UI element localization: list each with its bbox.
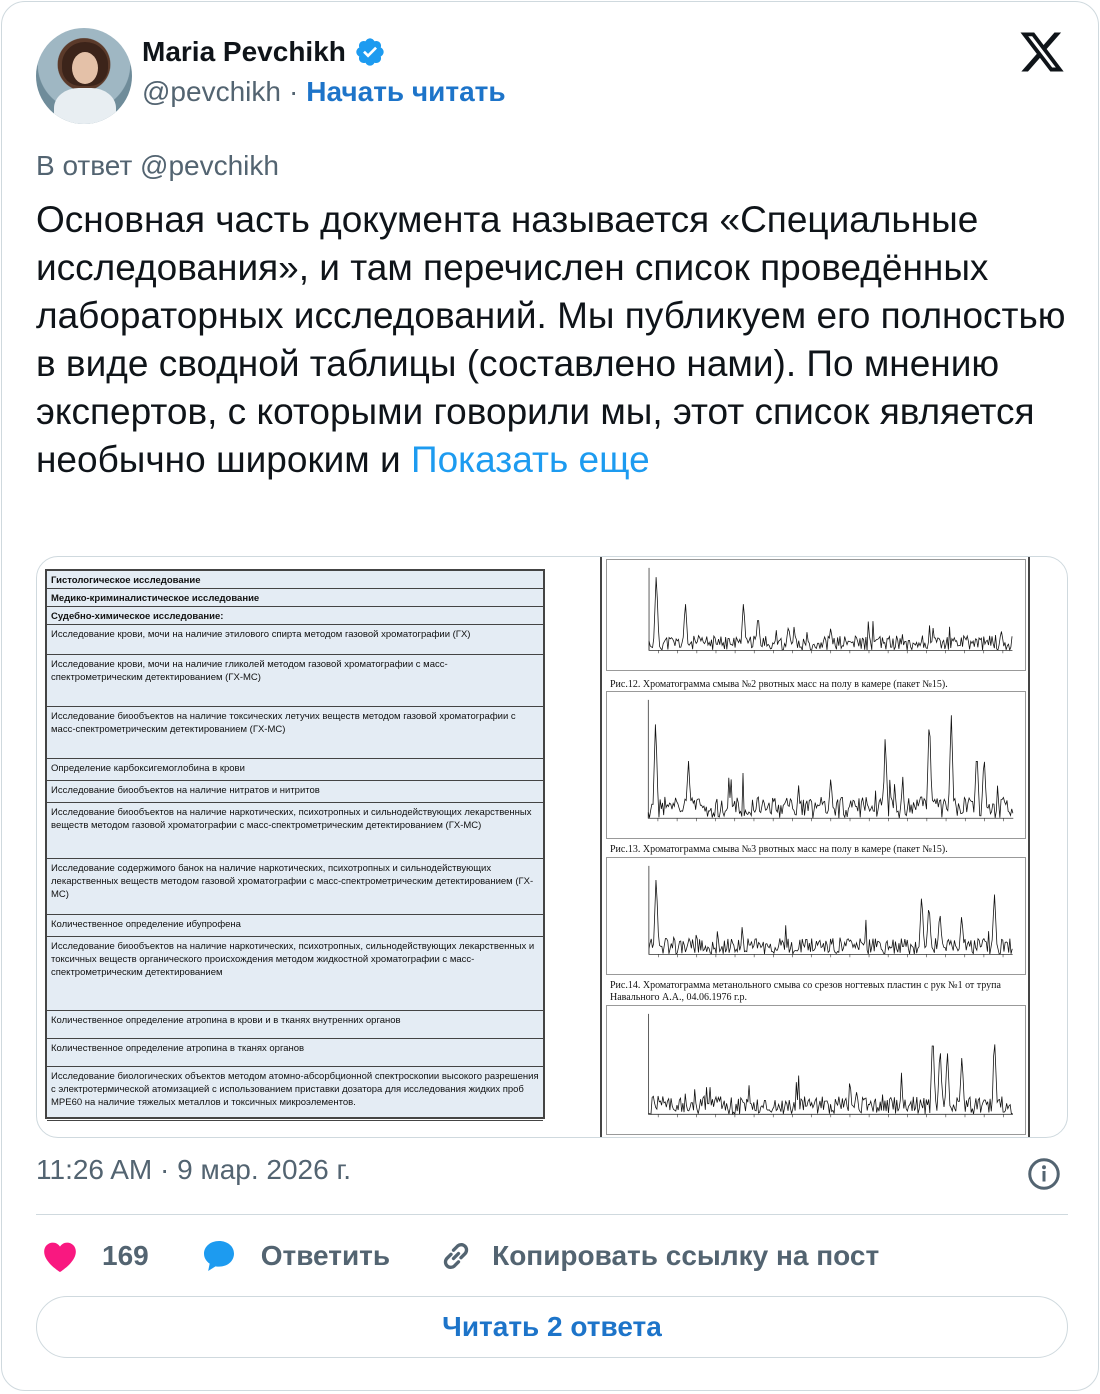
info-icon[interactable] <box>1026 1156 1062 1192</box>
document-table-row: Исследование биообъектов на наличие токсических летучих веществ методом газовой хроматографии с масс-спектрометрическим детектированием (ГХ-МС) <box>47 707 543 759</box>
chromatogram-trace <box>649 577 1012 650</box>
tweet-body: Основная часть документа называется «Специальные исследования», и там перечислен список проведённых лабораторных исследований. Мы публикуем его полностью в виде сводной таблицы (составлено нами). По мнению экспертов, с которыми говорили мы, этот список является необычно широким и <box>36 199 1066 480</box>
document-table-row: Судебно-химическое исследование: <box>47 607 543 625</box>
avatar[interactable] <box>36 28 132 124</box>
document-table-row: Исследование биообъектов на наличие наркотических, психотропных и сильнодействующих лекарственных веществ методом газовой хроматографии с масс-спектрометрическим детектированием (ГХ-МС) <box>47 803 543 859</box>
chromatogram-panel <box>600 557 1030 1138</box>
document-table-row: Гистологическое исследование <box>47 571 543 589</box>
reply-label: Ответить <box>260 1240 391 1271</box>
reply-bubble-icon <box>199 1236 239 1276</box>
chromatogram-trace <box>648 715 1013 818</box>
chromatogram-1 <box>606 559 1026 671</box>
reply-button[interactable] <box>199 1236 390 1276</box>
x-logo-icon[interactable] <box>1018 28 1066 76</box>
show-more-link[interactable]: Показать еще <box>410 439 650 480</box>
handle-row <box>142 76 506 108</box>
chromatogram-2 <box>606 691 1026 839</box>
document-table-row: Исследование биообъектов на наличие наркотических, психотропных, сильнодействующих лекарственных и токсичных веществ органического происхождения методом жидкостной хроматографии с масс-спектрометрическим детектированием <box>47 937 543 1011</box>
chromatogram-4 <box>606 1005 1026 1135</box>
document-table-row: Количественное определение ибупрофена <box>47 915 543 937</box>
caption-3: Рис.14. Хроматограмма метанольного смыва со срезов ногтевых пластин с рук №1 от трупа Навального А.А., 04.06.1976 г.р. <box>610 980 1001 1003</box>
chromatogram-axis <box>649 568 1012 651</box>
chromatogram-trace <box>649 1044 1013 1114</box>
document-table-row: Исследование крови, мочи на наличие этилового спирта методом газовой хроматографии (ГХ) <box>47 625 543 655</box>
like-button[interactable] <box>36 1236 149 1276</box>
document-table <box>45 569 545 1119</box>
divider <box>36 1214 1068 1215</box>
document-table-row: Медико-криминалистическое исследование <box>47 589 543 607</box>
tweet-card <box>1 1 1099 1391</box>
copy-link-label: Копировать ссылку на пост <box>492 1240 880 1271</box>
document-table-row: Количественное определение атропина в тканях органов <box>47 1039 543 1067</box>
author-name[interactable]: Maria Pevchikh <box>142 36 346 67</box>
action-bar <box>36 1234 879 1278</box>
document-table-row: Исследование содержимого банок на наличие наркотических, психотропных и сильнодействующих лекарственных веществ методом газовой хроматографии с масс-спектрометрическим детектированием (ГХ-МС) <box>47 859 543 915</box>
link-icon <box>436 1236 476 1276</box>
document-table-row: Количественное определение атропина в крови и в тканях внутренних органов <box>47 1011 543 1039</box>
author-name-row <box>142 36 386 68</box>
tweet-media-image[interactable] <box>36 556 1068 1138</box>
author-handle[interactable]: @pevchikh <box>142 76 281 107</box>
chromatogram-trace <box>649 880 1012 954</box>
caption-1: Рис.12. Хроматограмма смыва №2 рвотных масс на полу в камере (пакет №15). <box>610 679 948 690</box>
timestamp[interactable]: 11:26 AM · 9 мар. 2026 г. <box>36 1154 352 1185</box>
document-table-row: Исследование биологических объектов методом атомно-абсорбционной спектроскопии высокого разрешения с электротермической атомизацией с использованием приставки дозатора для исследования жидких проб МРЕ60 на наличие тяжелых металлов и токсичных микроэлементов. <box>47 1067 543 1121</box>
heart-icon <box>40 1236 80 1276</box>
document-table-row: Определение карбоксигемоглобина в крови <box>47 759 543 781</box>
document-table-row: Исследование крови, мочи на наличие гликолей методом газовой хроматографии с масс-спектрометрическим детектированием (ГХ-МС) <box>47 655 543 707</box>
copy-link-button[interactable] <box>436 1236 879 1276</box>
verified-badge-icon <box>354 36 386 68</box>
chromatogram-axis <box>649 1014 1013 1114</box>
document-table-row: Исследование биообъектов на наличие нитратов и нитритов <box>47 781 543 803</box>
chromatogram-axis <box>648 700 1013 818</box>
separator-dot: · <box>288 76 299 107</box>
reply-context[interactable]: В ответ @pevchikh <box>36 150 279 181</box>
caption-2: Рис.13. Хроматограмма смыва №3 рвотных масс на полу в камере (пакет №15). <box>610 844 948 855</box>
follow-link[interactable]: Начать читать <box>306 76 506 107</box>
tweet-text <box>36 196 1076 484</box>
like-count: 169 <box>102 1240 149 1271</box>
read-replies-button[interactable]: Читать 2 ответа <box>36 1296 1068 1358</box>
chromatogram-3 <box>606 857 1026 975</box>
